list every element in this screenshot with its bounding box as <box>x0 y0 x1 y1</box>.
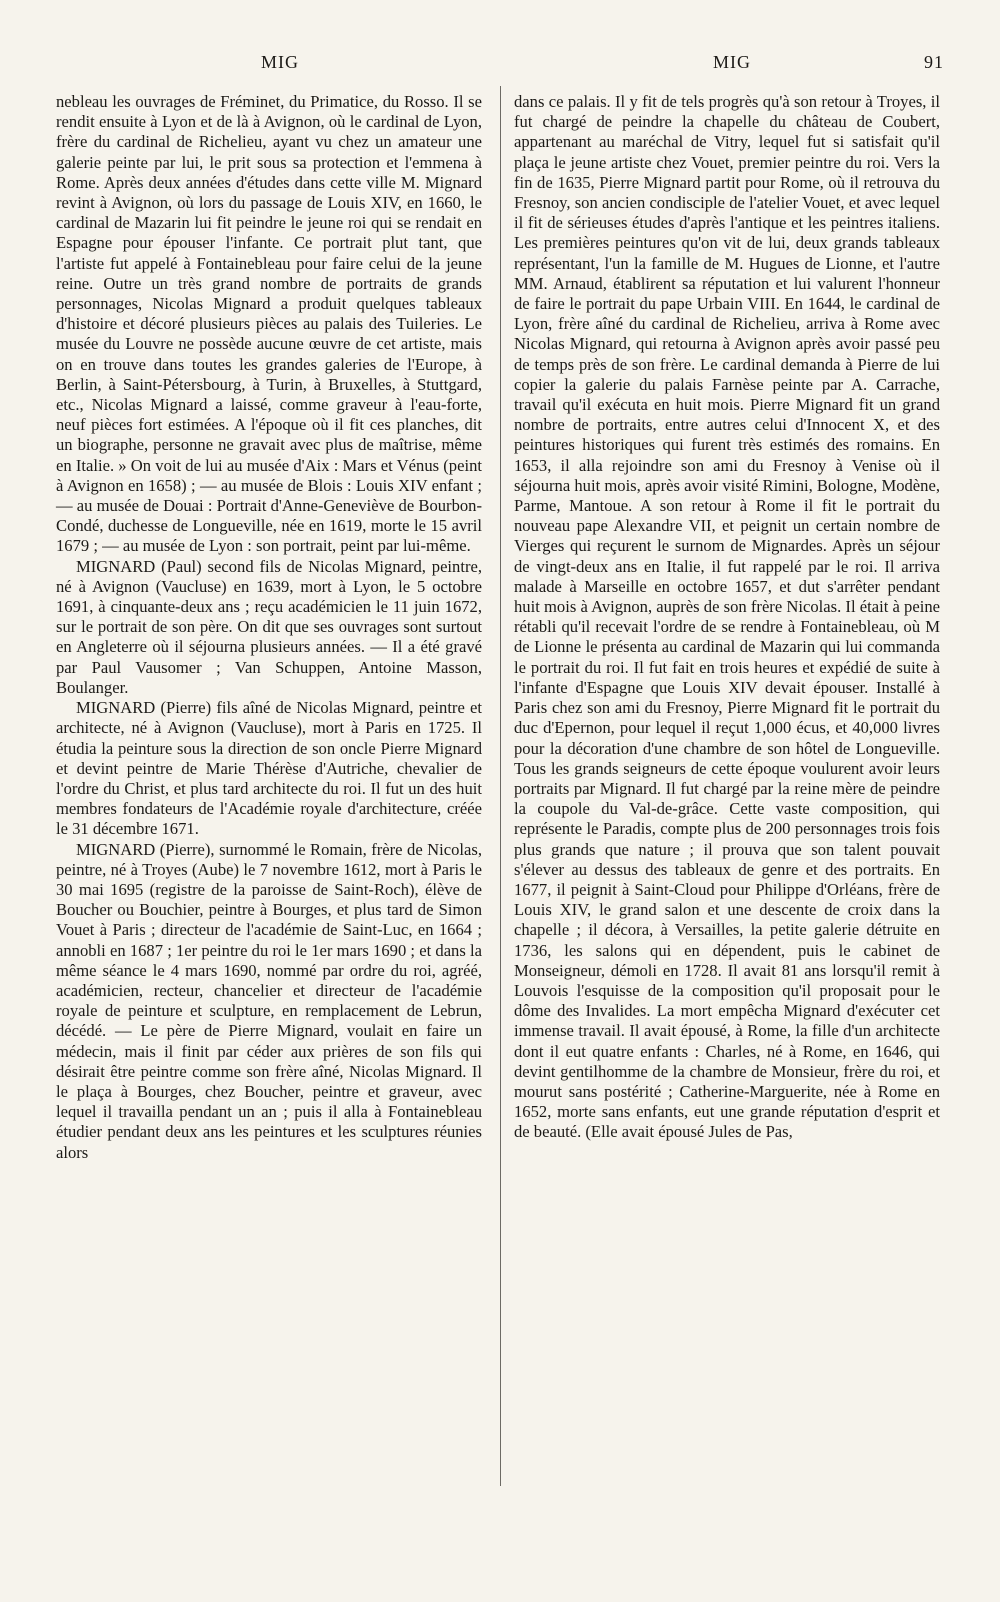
left-column <box>56 92 482 1163</box>
paragraph-pierre-continued: dans ce palais. Il y fit de tels progrès qu'à son retour à Troyes, il fut chargé de peindre la chapelle du château de Coubert, appartenant au maréchal de Vitry, lequel fut si satisfait qu'il plaça le jeune artiste chez Vouet, premier peintre du roi. Vers la fin de 1635, Pierre Mignard partit pour Rome, où il retrouva du Fresnoy, son ancien condisciple de l'atelier Vouet, et avec lequel il fit de sérieuses études d'après l'antique et les peintres italiens. Les premières peintures qu'on vit de lui, deux grands tableaux représentant, l'un la famille de M. Hugues de Lionne, et l'autre MM. Arnaud, établirent sa réputation et lui valurent l'honneur de faire le portrait du pape Urbain VIII. En 1644, le cardinal de Lyon, frère aîné du cardinal de Richelieu, arriva à Rome avec Nicolas Mignard, qui retourna à Avignon après avoir passé peu de temps près de son frère. Le cardinal demanda à Pierre de lui copier la galerie du palais Farnèse peinte par A. Carrache, travail qu'il exécuta en huit mois. Pierre Mignard fit un grand nombre de portraits, entre autres celui d'Innocent X, et des peintures historiques qui furent très estimés des romains. En 1653, il alla rejoindre son ami du Fresnoy à Venise où il séjourna huit mois, après avoir visité Rimini, Bologne, Modène, Parme, Mantoue. A son retour à Rome il fit le portrait du nouveau pape Alexandre VII, et peignit un certain nombre de Vierges qui reçurent le surnom de Mignardes. Après un séjour de vingt-deux ans en Italie, il fut rappelé par le roi. Il arriva malade à Marseille en octobre 1657, et dut s'arrêter pendant huit mois à Avignon, auprès de son frère Nicolas. Il était à peine rétabli qu'il recevait l'ordre de se rendre à Fontainebleau, où M de Lionne le présenta au cardinal de Mazarin qui lui commanda le portrait du roi. Il fut fait en trois heures et expédié de suite à l'infante d'Espagne que Louis XIV devait épouser. Installé à Paris chez son ami du Fresnoy, Pierre Mignard fit le portrait du duc d'Epernon, pour lequel il reçut 1,000 écus, et 40,000 livres pour la décoration d'une chambre de son hôtel de Longueville. Tous les grands seigneurs de cette époque voulurent avoir leurs portraits par Mignard. Il fut chargé par la reine mère de peindre la coupole du Val-de-grâce. Cette vaste composition, qui représente le Paradis, compte plus de 200 personnages trois fois plus grands que nature ; il prouva que son talent pouvait s'élever au dessus des tableaux de genre et des portraits. En 1677, il peignit à Saint-Cloud pour Philippe d'Orléans, frère de Louis XIV, le grand salon et une descente de croix dans la chapelle ; il décora, à Versailles, la petite galerie détruite en 1736, les salons qui en dépendent, puis le cabinet de Monseigneur, démoli en 1728. Il avait 81 ans lorsqu'il remit à Louvois l'esquisse de la composition qu'il proposait pour le dôme des Invalides. La mort empêcha Mignard d'exécuter cet immense travail. Il avait épousé, à Rome, la fille d'un architecte dont il eut quatre enfants : Charles, né à Rome, en 1646, qui devint gentilhomme de la chambre de Monsieur, frère du roi, et mourut sans postérité ; Catherine-Marguerite, née à Rome en 1652, morte sans enfants, eut une grande réputation d'esprit et de beauté. (Elle avait épousé Jules de Pas, <box>514 92 940 1142</box>
paragraph-nicolas-continued: nebleau les ouvrages de Fréminet, du Primatice, du Rosso. Il se rendit ensuite à Lyon et de là à Avignon, où le cardinal de Lyon, frère du cardinal de Richelieu, ayant vu chez un amateur une galerie peinte par lui, le prit sous sa protection et l'emmena à Rome. Après deux années d'études dans cette ville M. Mignard revint à Avignon, où lors du passage de Louis XIV, en 1660, le cardinal de Mazarin lui fit peindre le jeune roi qui se rendait en Espagne pour épouser l'infante. Ce portrait plut tant, que l'artiste fut appelé à Fontainebleau pour faire celui de la jeune reine. Outre un très grand nombre de portraits de grands personnages, Nicolas Mignard a produit quelques tableaux d'histoire et décoré plusieurs pièces au palais des Tuileries. Le musée du Louvre ne possède aucune œuvre de cet artiste, mais on en trouve dans toutes les grandes galeries de l'Europe, à Berlin, à Saint-Pétersbourg, à Turin, à Bruxelles, à Stuttgard, etc., Nicolas Mignard a laissé, comme graveur à l'eau-forte, neuf pièces fort estimées. A l'époque où il fit ces planches, dit un biographe, personne ne gravait avec plus de maîtrise, même en Italie. » On voit de lui au musée d'Aix : Mars et Vénus (peint à Avignon en 1658) ; — au musée de Blois : Louis XIV enfant ; — au musée de Douai : Portrait d'Anne-Geneviève de Bourbon-Condé, duchesse de Longueville, née en 1619, morte le 15 avril 1679 ; — au musée de Lyon : son portrait, peint par lui-même. <box>56 92 482 556</box>
entry-mignard-pierre-le-romain: MIGNARD (Pierre), surnommé le Romain, frère de Nicolas, peintre, né à Troyes (Aube) le 7 novembre 1612, mort à Paris le 30 mai 1695 (registre de la paroisse de Saint-Roch), élève de Boucher ou Bouchier, peintre à Bourges, et plus tard de Simon Vouet à Paris ; directeur de l'académie de Saint-Luc, en 1664 ; annobli en 1687 ; 1er peintre du roi le 1er mars 1690 ; et dans la même séance le 4 mars 1690, nommé par ordre du roi, agréé, académicien, recteur, chancelier et directeur de l'académie royale de peinture et sculpture, en remplacement de Lebrun, décédé. — Le père de Pierre Mignard, voulait en faire un médecin, mais il finit par céder aux prières de son fils qui désirait être peintre comme son frère aîné, Nicolas Mignard. Il le plaça à Bourges, chez Boucher, peintre et graveur, avec lequel il travailla pendant un an ; puis il alla à Fontainebleau étudier pendant deux ans les peintures et les sculptures réunies alors <box>56 839 482 1162</box>
entry-mignard-pierre-son: MIGNARD (Pierre) fils aîné de Nicolas Mignard, peintre et architecte, né à Avignon (Vaucluse), mort à Paris en 1725. Il étudia la peinture sous la direction de son oncle Pierre Mignard et devint peintre de Marie Thérèse d'Autriche, chevalier de l'ordre du Christ, et plus tard architecte du roi. Il fut un des huit membres fondateurs de l'Académie royale d'architecture, créée le 31 décembre 1671. <box>56 698 482 839</box>
entry-mignard-paul: MIGNARD (Paul) second fils de Nicolas Mignard, peintre, né à Avignon (Vaucluse) en 1639, mort à Lyon, le 5 octobre 1691, à cinquante-deux ans ; reçu académicien le 11 juin 1672, sur le portrait de son père. On dit que ses ouvrages sont surtout en Angleterre où il séjourna plusieurs années. — Il a été gravé par Paul Vausomer ; Van Schuppen, Antoine Masson, Boulanger. <box>56 556 482 697</box>
running-header <box>56 52 944 78</box>
page-number: 91 <box>924 52 944 72</box>
header-right-word: MIG <box>713 52 751 72</box>
column-divider <box>500 86 501 1486</box>
right-column <box>514 92 940 1143</box>
header-left-word: MIG <box>261 52 299 72</box>
